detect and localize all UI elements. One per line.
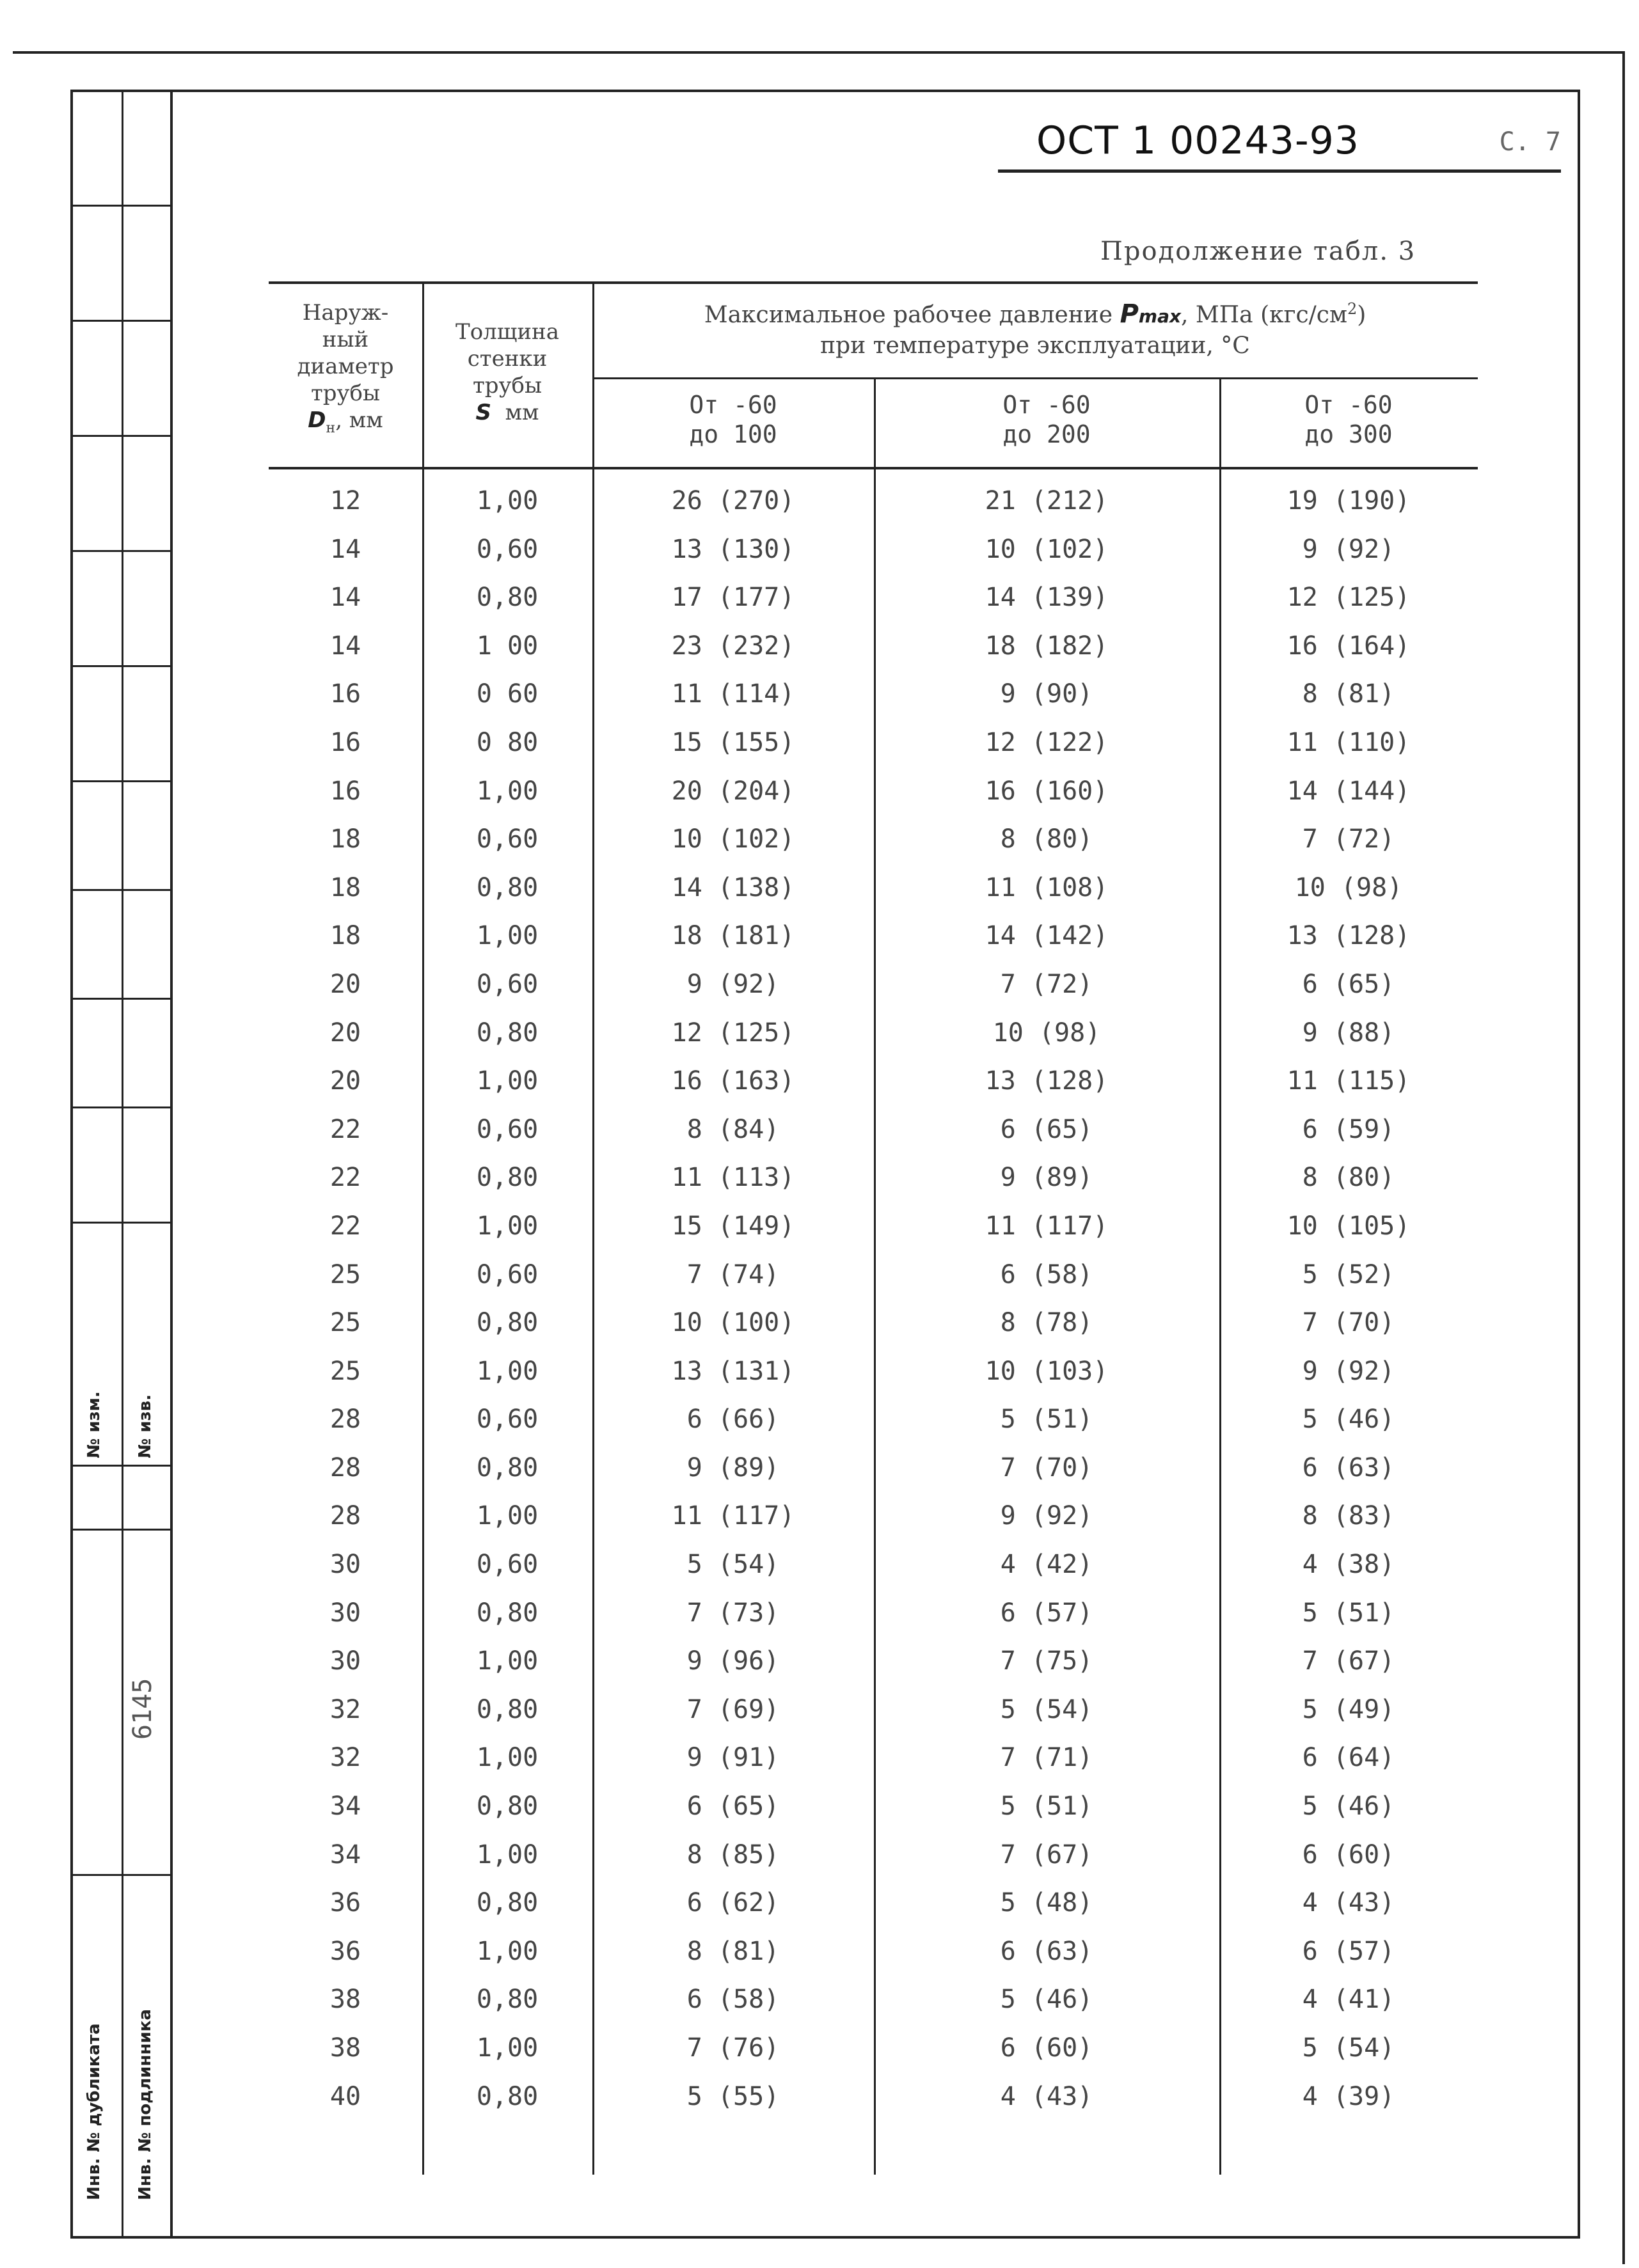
pressure-300-cell: 4 (43) <box>1302 1888 1395 1918</box>
pressure-300-cell: 7 (72) <box>1302 824 1395 854</box>
pressure-100-cell: 9 (96) <box>686 1646 780 1676</box>
pressure-200-cell: 5 (46) <box>1000 1985 1093 2015</box>
header-max-pressure-line1 <box>592 294 1478 331</box>
wall-thickness-cell: 0,60 <box>476 1550 539 1580</box>
pressure-table <box>269 281 1478 2175</box>
outer-diameter-cell: 20 <box>329 969 361 999</box>
side-stamp-line <box>70 320 173 322</box>
wall-thickness-cell: 0,80 <box>476 1018 539 1048</box>
wall-thickness-cell: 0,60 <box>476 1259 539 1289</box>
pressure-100-cell: 17 (177) <box>671 583 795 613</box>
pressure-200-cell: 12 (122) <box>985 727 1109 757</box>
pressure-200-cell: 13 (128) <box>985 1066 1109 1096</box>
wall-thickness-cell: 1,00 <box>476 1501 539 1531</box>
temp-range-300 <box>1219 390 1478 449</box>
outer-diameter-cell: 30 <box>329 1646 361 1676</box>
wall-thickness-cell: 1,00 <box>476 1646 539 1676</box>
table-row <box>269 1307 1478 1355</box>
pressure-100-cell: 26 (270) <box>671 486 795 516</box>
pressure-100-cell: 11 (117) <box>671 1501 795 1531</box>
wall-thickness-cell: 0,80 <box>476 583 539 613</box>
pressure-200-cell: 9 (90) <box>1000 679 1093 709</box>
pressure-300-cell: 9 (92) <box>1302 534 1395 564</box>
outer-diameter-cell: 12 <box>329 486 361 516</box>
standard-code: ОСТ 1 00243-93 <box>1036 118 1359 163</box>
pressure-100-cell: 12 (125) <box>671 1018 795 1048</box>
wall-thickness-cell: 1,00 <box>476 486 539 516</box>
pressure-100-cell: 6 (66) <box>686 1405 780 1435</box>
pressure-symbol-sub: max <box>1138 306 1182 327</box>
header-outer-diameter-line: ный <box>322 327 369 352</box>
table-row <box>269 1548 1478 1597</box>
pressure-200-cell: 9 (89) <box>1000 1163 1093 1193</box>
header-wall-thickness <box>422 319 592 426</box>
side-stamp-line <box>70 435 173 437</box>
pressure-200-cell: 18 (182) <box>985 631 1109 661</box>
table-row <box>269 1403 1478 1452</box>
table-row <box>269 1065 1478 1114</box>
diameter-unit: , мм <box>335 407 383 433</box>
table-row <box>269 1452 1478 1500</box>
pressure-200-cell: 16 (160) <box>985 776 1109 806</box>
table-row <box>269 1017 1478 1066</box>
pressure-100-cell: 15 (155) <box>671 727 795 757</box>
pressure-300-cell: 9 (92) <box>1302 1356 1395 1386</box>
change-number-label: № изм. <box>84 1391 104 1458</box>
side-stamp-line <box>70 998 173 1000</box>
table-row <box>269 678 1478 727</box>
temp-range-line: От -60 <box>689 391 777 419</box>
outer-diameter-cell: 34 <box>329 1792 361 1822</box>
notice-number-label: № изв. <box>136 1394 155 1458</box>
outer-diameter-cell: 38 <box>329 2033 361 2063</box>
pressure-300-cell: 8 (80) <box>1302 1163 1395 1193</box>
wall-thickness-cell: 0,80 <box>476 1308 539 1338</box>
outer-diameter-cell: 36 <box>329 1936 361 1966</box>
outer-diameter-cell: 18 <box>329 921 361 951</box>
header-outer-diameter-line: Наруж- <box>302 300 389 326</box>
pressure-300-cell: 4 (41) <box>1302 1985 1395 2015</box>
table-top-rule <box>269 281 1478 284</box>
pressure-300-cell: 16 (164) <box>1287 631 1411 661</box>
header-wall-thickness-line: стенки <box>467 346 548 372</box>
header-outer-diameter-line: трубы <box>310 381 381 406</box>
pressure-200-cell: 7 (71) <box>1000 1743 1093 1773</box>
pressure-100-cell: 5 (55) <box>686 2081 780 2111</box>
wall-thickness-cell: 0,80 <box>476 1888 539 1918</box>
wall-thickness-cell: 0,60 <box>476 1405 539 1435</box>
outer-diameter-cell: 20 <box>329 1018 361 1048</box>
table-row <box>269 1597 1478 1646</box>
duplicate-inventory-label: Инв. № дубликата <box>84 2023 104 2200</box>
outer-diameter-cell: 32 <box>329 1694 361 1724</box>
thickness-unit: мм <box>505 400 539 425</box>
table-body <box>269 485 1478 2129</box>
pressure-100-cell: 11 (113) <box>671 1163 795 1193</box>
header-max-pressure-text: Максимальное рабочее давление <box>704 302 1113 328</box>
temp-range-line: до 300 <box>1304 420 1393 448</box>
wall-thickness-cell: 1,00 <box>476 1211 539 1241</box>
table-subheader-rule <box>592 377 1478 379</box>
temp-range-line: до 200 <box>1002 420 1091 448</box>
table-row <box>269 1887 1478 1935</box>
diameter-subscript: н <box>326 420 336 436</box>
table-row <box>269 727 1478 775</box>
wall-thickness-cell: 0,60 <box>476 1114 539 1144</box>
table-header-rule <box>269 467 1478 469</box>
wall-thickness-cell: 0,80 <box>476 872 539 902</box>
side-stamp-line <box>70 780 173 782</box>
wall-thickness-cell: 1,00 <box>476 1066 539 1096</box>
pressure-300-cell: 6 (65) <box>1302 969 1395 999</box>
temp-range-200 <box>874 390 1219 449</box>
outer-diameter-cell: 20 <box>329 1066 361 1096</box>
pressure-300-cell: 7 (67) <box>1302 1646 1395 1676</box>
pressure-300-cell: 5 (46) <box>1302 1792 1395 1822</box>
pressure-300-cell: 6 (57) <box>1302 1936 1395 1966</box>
header-max-pressure-line2: при температуре эксплуатации, °С <box>820 333 1250 359</box>
wall-thickness-cell: 0,80 <box>476 1694 539 1724</box>
table-row <box>269 1162 1478 1210</box>
wall-thickness-cell: 1,00 <box>476 921 539 951</box>
side-stamp-line <box>70 1529 173 1531</box>
pressure-100-cell: 6 (58) <box>686 1985 780 2015</box>
pressure-100-cell: 7 (73) <box>686 1598 780 1628</box>
header-wall-thickness-symbol-line <box>422 399 592 426</box>
pressure-300-cell: 4 (38) <box>1302 1550 1395 1580</box>
table-row <box>269 1355 1478 1404</box>
pressure-300-cell: 6 (63) <box>1302 1453 1395 1483</box>
outer-diameter-cell: 28 <box>329 1453 361 1483</box>
table-continuation-label: Продолжение табл. 3 <box>1100 237 1416 266</box>
wall-thickness-cell: 1,00 <box>476 1743 539 1773</box>
pressure-200-cell: 6 (65) <box>1000 1114 1093 1144</box>
table-row <box>269 1500 1478 1548</box>
pressure-100-cell: 7 (74) <box>686 1259 780 1289</box>
outer-diameter-cell: 28 <box>329 1501 361 1531</box>
header-wall-thickness-line: трубы <box>472 373 542 398</box>
pressure-300-cell: 10 (98) <box>1294 872 1403 902</box>
pressure-200-cell: 21 (212) <box>985 486 1109 516</box>
side-stamp-line <box>70 205 173 207</box>
pressure-100-cell: 5 (54) <box>686 1550 780 1580</box>
pressure-100-cell: 13 (131) <box>671 1356 795 1386</box>
table-row <box>269 581 1478 630</box>
pressure-100-cell: 11 (114) <box>671 679 795 709</box>
outer-diameter-cell: 25 <box>329 1259 361 1289</box>
header-max-pressure <box>592 294 1478 361</box>
pressure-200-cell: 5 (51) <box>1000 1405 1093 1435</box>
table-row <box>269 1114 1478 1162</box>
table-row <box>269 775 1478 824</box>
pressure-unit-close: ) <box>1357 302 1366 328</box>
pressure-100-cell: 10 (100) <box>671 1308 795 1338</box>
table-row <box>269 485 1478 533</box>
pressure-300-cell: 5 (54) <box>1302 2033 1395 2063</box>
pressure-300-cell: 9 (88) <box>1302 1018 1395 1048</box>
outer-diameter-cell: 16 <box>329 727 361 757</box>
pressure-200-cell: 5 (54) <box>1000 1694 1093 1724</box>
wall-thickness-cell: 0,80 <box>476 1453 539 1483</box>
wall-thickness-cell: 1,00 <box>476 1356 539 1386</box>
pressure-100-cell: 8 (84) <box>686 1114 780 1144</box>
table-row <box>269 920 1478 968</box>
pressure-300-cell: 6 (59) <box>1302 1114 1395 1144</box>
wall-thickness-cell: 0,80 <box>476 1163 539 1193</box>
table-row <box>269 533 1478 582</box>
table-row <box>269 1259 1478 1307</box>
wall-thickness-cell: 0,60 <box>476 824 539 854</box>
pressure-100-cell: 6 (62) <box>686 1888 780 1918</box>
side-stamp-divider <box>122 90 123 2239</box>
header-outer-diameter <box>269 299 422 442</box>
outer-diameter-cell: 25 <box>329 1308 361 1338</box>
pressure-100-cell: 7 (69) <box>686 1694 780 1724</box>
wall-thickness-cell: 0,80 <box>476 1985 539 2015</box>
table-row <box>269 1742 1478 1790</box>
table-row <box>269 2081 1478 2129</box>
pressure-100-cell: 8 (85) <box>686 1839 780 1870</box>
side-stamp-line <box>70 1106 173 1108</box>
table-row <box>269 1839 1478 1887</box>
pressure-200-cell: 4 (43) <box>1000 2081 1093 2111</box>
side-stamp-line <box>70 665 173 667</box>
outer-diameter-cell: 28 <box>329 1405 361 1435</box>
table-row <box>269 1935 1478 1984</box>
pressure-100-cell: 18 (181) <box>671 921 795 951</box>
pressure-200-cell: 5 (51) <box>1000 1792 1093 1822</box>
outer-diameter-cell: 22 <box>329 1114 361 1144</box>
thickness-symbol: S <box>475 400 491 425</box>
pressure-300-cell: 11 (115) <box>1287 1066 1411 1096</box>
pressure-200-cell: 4 (42) <box>1000 1550 1093 1580</box>
pressure-100-cell: 14 (138) <box>671 872 795 902</box>
outer-diameter-cell: 22 <box>329 1211 361 1241</box>
pressure-300-cell: 4 (39) <box>1302 2081 1395 2111</box>
outer-diameter-cell: 30 <box>329 1550 361 1580</box>
pressure-100-cell: 9 (89) <box>686 1453 780 1483</box>
pressure-100-cell: 15 (149) <box>671 1211 795 1241</box>
pressure-100-cell: 23 (232) <box>671 631 795 661</box>
pressure-300-cell: 5 (51) <box>1302 1598 1395 1628</box>
wall-thickness-cell: 1 00 <box>476 631 539 661</box>
outer-diameter-cell: 38 <box>329 1985 361 2015</box>
pressure-100-cell: 6 (65) <box>686 1792 780 1822</box>
wall-thickness-cell: 0,80 <box>476 1792 539 1822</box>
wall-thickness-cell: 0,80 <box>476 1598 539 1628</box>
pressure-300-cell: 14 (144) <box>1287 776 1411 806</box>
temp-range-line: до 100 <box>689 420 777 448</box>
outer-diameter-cell: 36 <box>329 1888 361 1918</box>
pressure-200-cell: 11 (108) <box>985 872 1109 902</box>
wall-thickness-cell: 1,00 <box>476 776 539 806</box>
pressure-100-cell: 9 (91) <box>686 1743 780 1773</box>
table-row <box>269 630 1478 679</box>
diameter-symbol: D <box>308 407 326 433</box>
outer-diameter-cell: 25 <box>329 1356 361 1386</box>
wall-thickness-cell: 1,00 <box>476 1839 539 1870</box>
pressure-300-cell: 7 (70) <box>1302 1308 1395 1338</box>
pressure-300-cell: 10 (105) <box>1287 1211 1411 1241</box>
pressure-200-cell: 8 (78) <box>1000 1308 1093 1338</box>
page-number: С. 7 <box>1499 127 1561 157</box>
header-outer-diameter-line: диаметр <box>297 354 394 379</box>
pressure-200-cell: 14 (142) <box>985 921 1109 951</box>
pressure-300-cell: 8 (81) <box>1302 679 1395 709</box>
pressure-300-cell: 6 (64) <box>1302 1743 1395 1773</box>
pressure-100-cell: 20 (204) <box>671 776 795 806</box>
wall-thickness-cell: 1,00 <box>476 2033 539 2063</box>
pressure-300-cell: 5 (52) <box>1302 1259 1395 1289</box>
pressure-200-cell: 14 (139) <box>985 583 1109 613</box>
temp-range-line: От -60 <box>1304 391 1393 419</box>
temp-range-line: От -60 <box>1002 391 1091 419</box>
pressure-300-cell: 11 (110) <box>1287 727 1411 757</box>
table-row <box>269 1983 1478 2032</box>
pressure-300-cell: 13 (128) <box>1287 921 1411 951</box>
pressure-100-cell: 16 (163) <box>671 1066 795 1096</box>
pressure-200-cell: 10 (98) <box>992 1018 1101 1048</box>
outer-diameter-cell: 32 <box>329 1743 361 1773</box>
pressure-300-cell: 6 (60) <box>1302 1839 1395 1870</box>
pressure-300-cell: 12 (125) <box>1287 583 1411 613</box>
pressure-200-cell: 7 (70) <box>1000 1453 1093 1483</box>
pressure-200-cell: 6 (60) <box>1000 2033 1093 2063</box>
side-stamp-line <box>70 889 173 891</box>
pressure-unit-sup: 2 <box>1347 300 1358 318</box>
table-row <box>269 1790 1478 1839</box>
outer-diameter-cell: 40 <box>329 2081 361 2111</box>
outer-diameter-cell: 14 <box>329 583 361 613</box>
outer-diameter-cell: 18 <box>329 824 361 854</box>
table-row <box>269 823 1478 872</box>
table-row <box>269 1210 1478 1259</box>
pressure-100-cell: 9 (92) <box>686 969 780 999</box>
table-row <box>269 1645 1478 1694</box>
pressure-200-cell: 11 (117) <box>985 1211 1109 1241</box>
pressure-200-cell: 5 (48) <box>1000 1888 1093 1918</box>
inventory-number: 6145 <box>128 1678 157 1740</box>
outer-diameter-cell: 14 <box>329 534 361 564</box>
outer-diameter-cell: 18 <box>329 872 361 902</box>
pressure-200-cell: 6 (58) <box>1000 1259 1093 1289</box>
pressure-unit: , МПа (кгс/см <box>1181 302 1347 328</box>
wall-thickness-cell: 0,80 <box>476 2081 539 2111</box>
pressure-200-cell: 7 (75) <box>1000 1646 1093 1676</box>
outer-diameter-cell: 34 <box>329 1839 361 1870</box>
outer-diameter-cell: 14 <box>329 631 361 661</box>
pressure-200-cell: 10 (103) <box>985 1356 1109 1386</box>
pressure-200-cell: 10 (102) <box>985 534 1109 564</box>
temp-range-100 <box>592 390 874 449</box>
table-row <box>269 968 1478 1017</box>
pressure-200-cell: 6 (63) <box>1000 1936 1093 1966</box>
side-stamp-line <box>70 1874 173 1876</box>
table-row <box>269 2032 1478 2081</box>
table-row <box>269 1694 1478 1742</box>
pressure-300-cell: 5 (49) <box>1302 1694 1395 1724</box>
original-inventory-label: Инв. № подлинника <box>136 2009 155 2200</box>
pressure-100-cell: 10 (102) <box>671 824 795 854</box>
pressure-symbol: P <box>1120 299 1139 329</box>
side-stamp-line <box>70 550 173 552</box>
wall-thickness-cell: 0,60 <box>476 534 539 564</box>
pressure-200-cell: 7 (67) <box>1000 1839 1093 1870</box>
outer-diameter-cell: 16 <box>329 679 361 709</box>
side-stamp-line <box>70 1465 173 1467</box>
pressure-100-cell: 7 (76) <box>686 2033 780 2063</box>
outer-diameter-cell: 22 <box>329 1163 361 1193</box>
header-outer-diameter-symbol-line <box>269 407 422 442</box>
pressure-200-cell: 7 (72) <box>1000 969 1093 999</box>
pressure-100-cell: 8 (81) <box>686 1936 780 1966</box>
wall-thickness-cell: 1,00 <box>476 1936 539 1966</box>
pressure-200-cell: 8 (80) <box>1000 824 1093 854</box>
pressure-300-cell: 5 (46) <box>1302 1405 1395 1435</box>
document-header <box>998 118 1561 173</box>
outer-diameter-cell: 16 <box>329 776 361 806</box>
table-row <box>269 872 1478 920</box>
wall-thickness-cell: 0 60 <box>476 679 539 709</box>
outer-diameter-cell: 30 <box>329 1598 361 1628</box>
wall-thickness-cell: 0,60 <box>476 969 539 999</box>
pressure-300-cell: 8 (83) <box>1302 1501 1395 1531</box>
pressure-300-cell: 19 (190) <box>1287 486 1411 516</box>
pressure-200-cell: 9 (92) <box>1000 1501 1093 1531</box>
header-wall-thickness-line: Толщина <box>455 319 559 345</box>
wall-thickness-cell: 0 80 <box>476 727 539 757</box>
side-stamp-line <box>70 1222 173 1224</box>
pressure-200-cell: 6 (57) <box>1000 1598 1093 1628</box>
pressure-100-cell: 13 (130) <box>671 534 795 564</box>
